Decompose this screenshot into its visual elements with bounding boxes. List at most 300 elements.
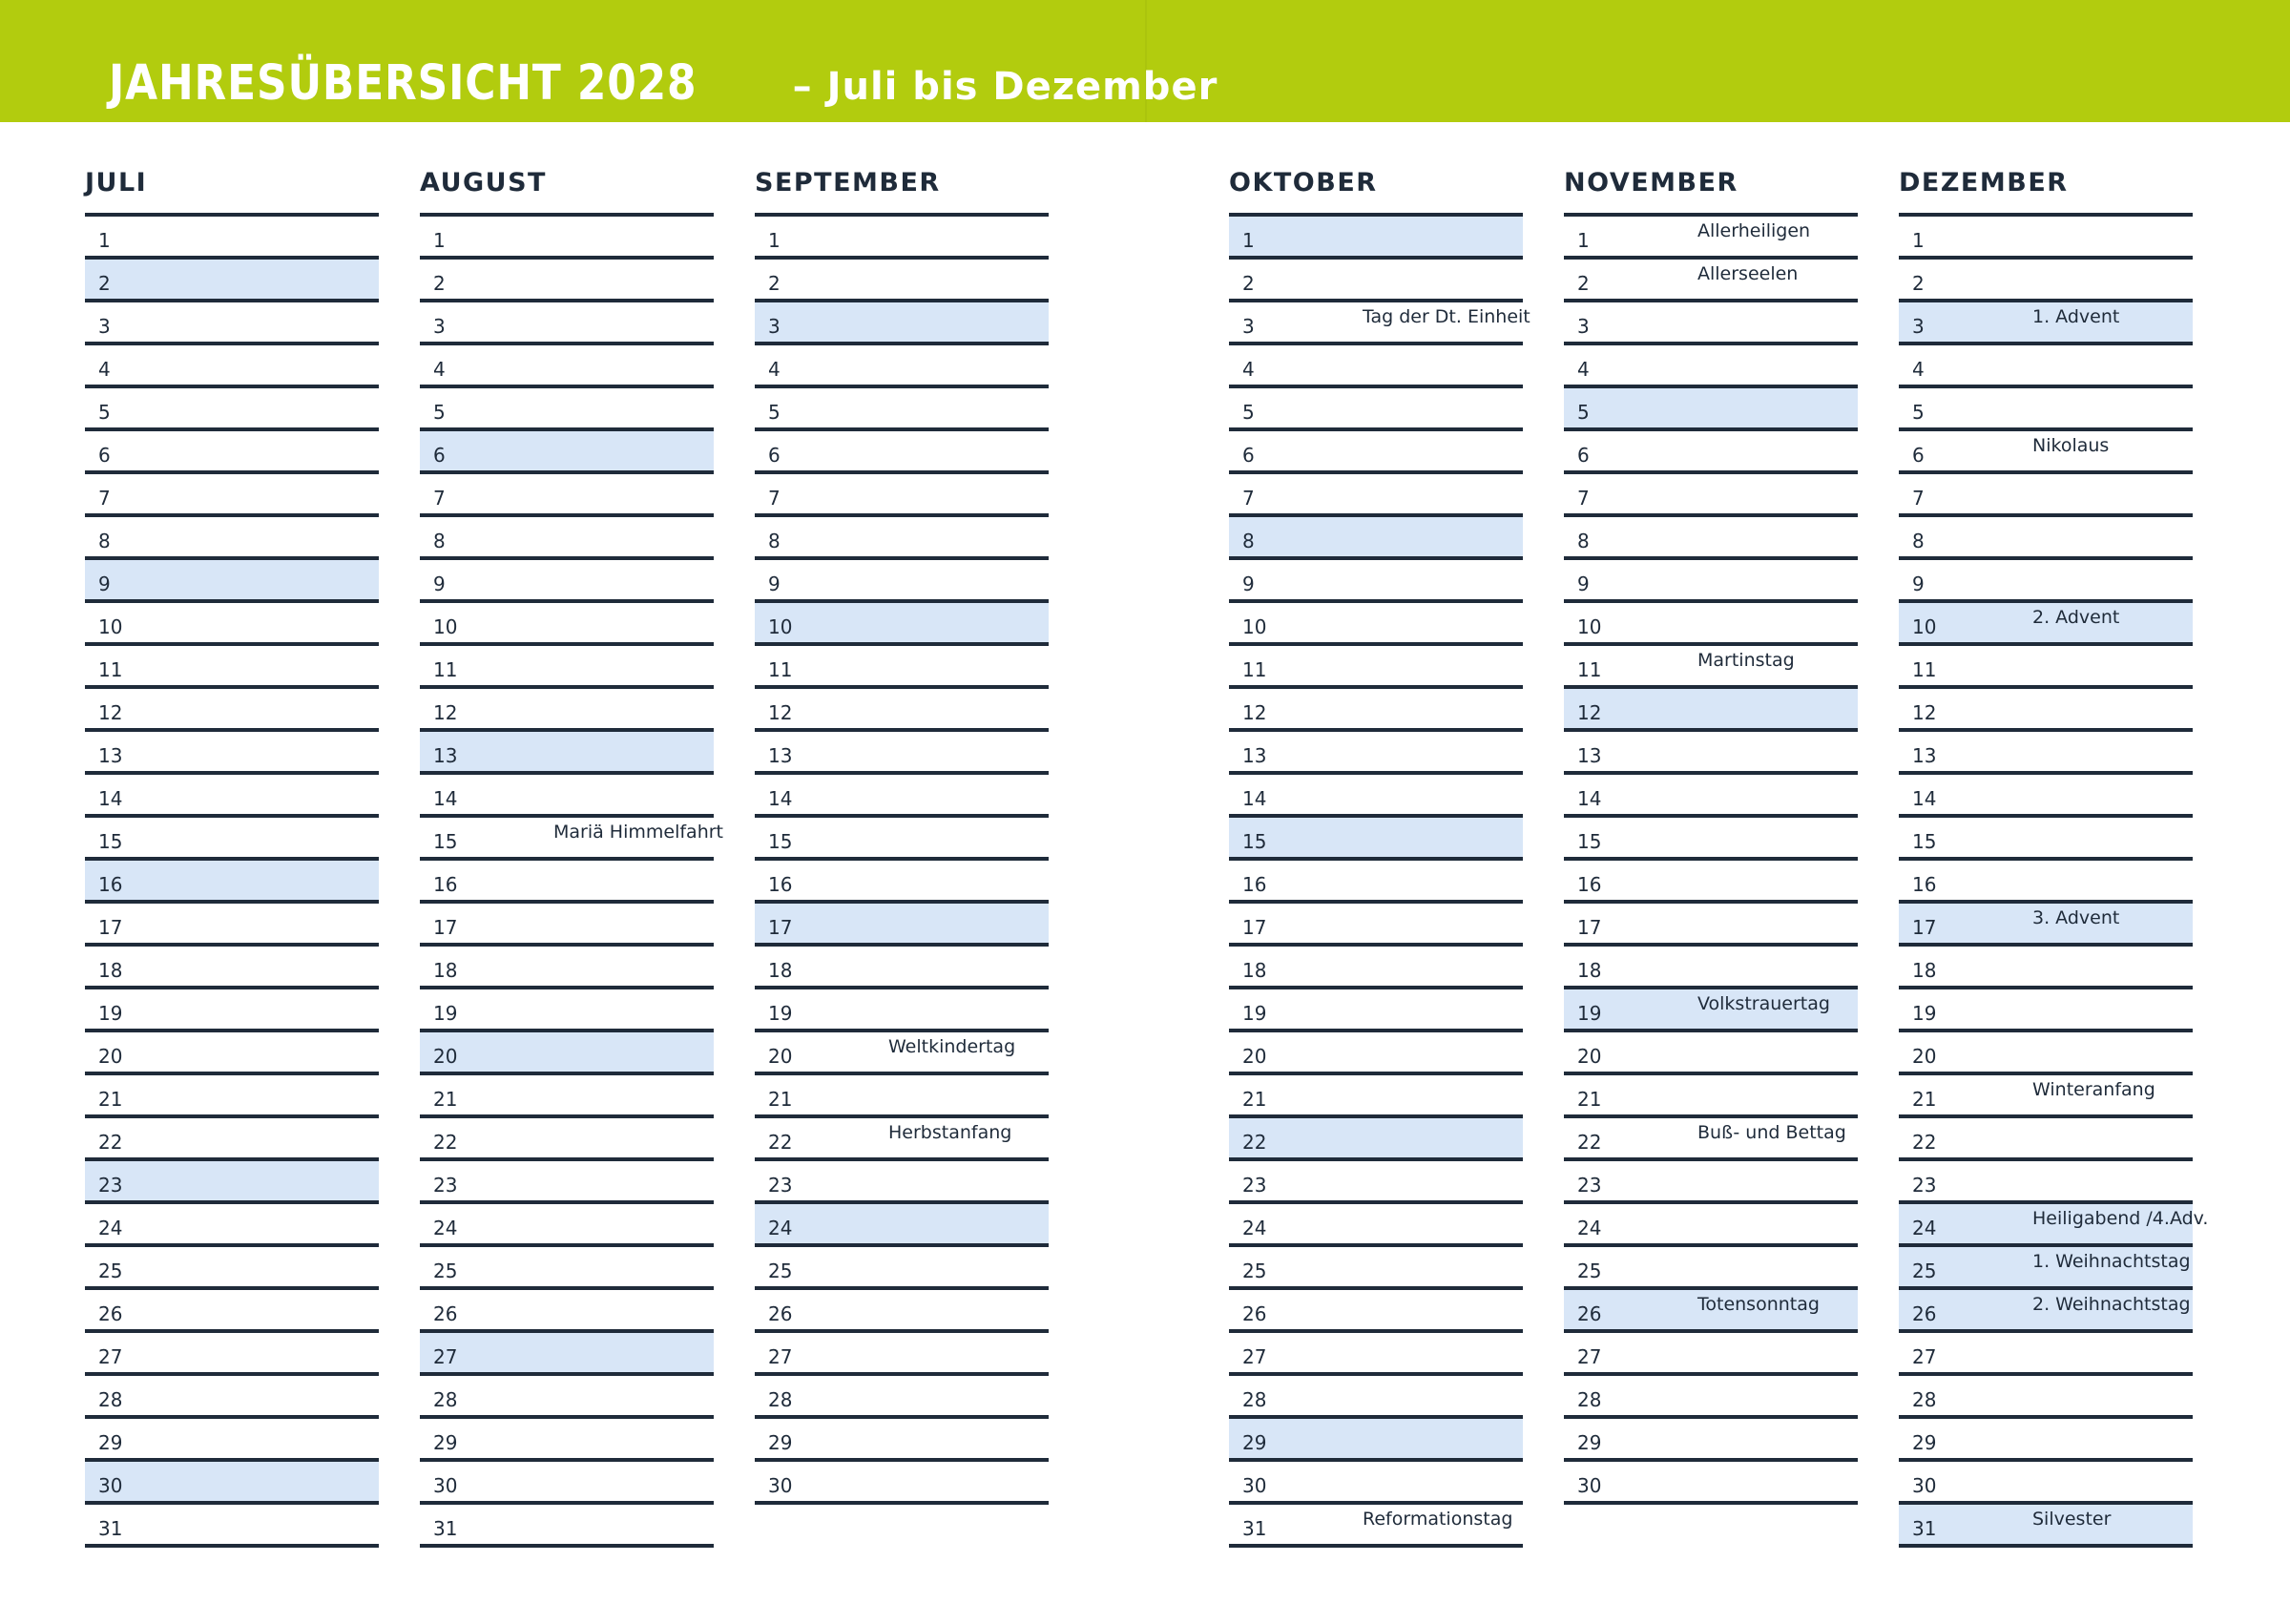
day-row [1899,517,2193,560]
day-row [1564,217,1858,260]
day-number: 24 [768,1217,793,1239]
day-row [85,861,379,904]
day-number: 29 [1242,1431,1267,1454]
day-number: 18 [1577,959,1602,982]
day-number: 10 [98,615,123,638]
day-row [1229,217,1523,260]
day-number: 28 [1577,1388,1602,1411]
day-row [1229,1419,1523,1462]
day-row [1229,560,1523,603]
day-row [755,1075,1049,1118]
day-number: 9 [768,573,781,595]
day-row [85,1032,379,1075]
day-row [1564,1075,1858,1118]
day-number: 24 [433,1217,458,1239]
day-row [85,302,379,345]
day-number: 2 [768,272,781,295]
day-number: 11 [1242,658,1267,681]
day-row [1564,474,1858,517]
day-row [755,1161,1049,1204]
day-number: 16 [1912,873,1937,896]
day-number: 4 [98,358,111,381]
day-number: 14 [1577,787,1602,810]
day-row [755,1118,1049,1161]
day-row [1229,646,1523,689]
day-row [420,1419,714,1462]
day-row [420,1118,714,1161]
day-number: 21 [98,1088,123,1111]
day-number: 13 [768,744,793,767]
page-title [109,55,1218,112]
day-row [1899,1075,2193,1118]
day-number: 18 [1912,959,1937,982]
day-row [1564,732,1858,775]
day-number: 12 [1912,701,1937,724]
day-row [1899,1118,2193,1161]
day-number: 5 [1242,401,1255,424]
day-number: 31 [1242,1517,1267,1540]
day-row [1564,947,1858,989]
day-number: 27 [1242,1345,1267,1368]
day-row [1229,1290,1523,1333]
day-row [755,388,1049,431]
day-number: 27 [768,1345,793,1368]
day-row [1899,560,2193,603]
day-number: 17 [98,916,123,939]
day-number: 13 [1242,744,1267,767]
day-number: 20 [1912,1045,1937,1068]
day-number: 16 [768,873,793,896]
day-row [85,947,379,989]
day-number: 19 [768,1002,793,1025]
day-row [1899,1290,2193,1333]
day-number: 1 [98,229,111,252]
day-row [420,1161,714,1204]
day-row [1229,260,1523,302]
day-number: 8 [768,530,781,552]
day-number: 7 [1912,487,1925,510]
day-row [755,431,1049,474]
day-row [85,1462,379,1505]
day-number: 28 [1242,1388,1267,1411]
day-number: 18 [1242,959,1267,982]
day-row [420,1290,714,1333]
day-number: 17 [433,916,458,939]
day-number: 2 [433,272,446,295]
day-number: 24 [98,1217,123,1239]
day-number: 14 [98,787,123,810]
day-number: 9 [1912,573,1925,595]
day-row [1899,1419,2193,1462]
day-row [1564,861,1858,904]
day-row [85,388,379,431]
day-row [1899,302,2193,345]
day-number: 20 [98,1045,123,1068]
day-number: 20 [1242,1045,1267,1068]
day-row [1564,1333,1858,1376]
day-row [755,1462,1049,1505]
day-row [755,861,1049,904]
day-row [755,603,1049,646]
day-row [1229,861,1523,904]
day-row [420,646,714,689]
day-row [420,302,714,345]
day-row [85,1118,379,1161]
day-row [420,217,714,260]
day-row [755,1376,1049,1419]
day-number: 7 [1577,487,1590,510]
day-row [1564,517,1858,560]
holiday-note: Martinstag [1697,650,1795,671]
day-number: 16 [433,873,458,896]
day-row [755,1290,1049,1333]
day-number: 23 [768,1174,793,1197]
day-number: 17 [1912,916,1937,939]
day-row [1229,689,1523,732]
day-row [420,431,714,474]
day-number: 27 [1577,1345,1602,1368]
day-row [1899,1505,2193,1548]
day-number: 7 [1242,487,1255,510]
day-number: 15 [768,830,793,853]
day-row [1899,1247,2193,1290]
day-row [755,947,1049,989]
day-row [1564,260,1858,302]
day-number: 27 [433,1345,458,1368]
holiday-note: Heiligabend /4.Adv. [2032,1208,2209,1229]
day-row [420,1333,714,1376]
day-number: 3 [1242,315,1255,338]
title-sub: – Juli bis Dezember [792,65,1218,109]
holiday-note: Allerheiligen [1697,220,1811,241]
day-number: 21 [1242,1088,1267,1111]
day-number: 29 [433,1431,458,1454]
day-number: 1 [1242,229,1255,252]
day-number: 9 [433,573,446,595]
day-row [755,1333,1049,1376]
day-row [1899,345,2193,388]
day-number: 24 [1242,1217,1267,1239]
day-row [85,474,379,517]
day-row [420,260,714,302]
day-row [85,560,379,603]
day-row [420,1462,714,1505]
day-number: 14 [433,787,458,810]
day-row [755,775,1049,818]
day-row [1229,1118,1523,1161]
day-row [1564,1247,1858,1290]
day-number: 24 [1912,1217,1937,1239]
day-row [1229,818,1523,861]
day-row [755,1247,1049,1290]
day-row [420,989,714,1032]
day-row [1564,989,1858,1032]
day-row [85,260,379,302]
day-list [420,213,723,1548]
day-row [1899,818,2193,861]
day-number: 6 [433,444,446,467]
day-row [1229,989,1523,1032]
day-row [85,1075,379,1118]
day-number: 9 [1577,573,1590,595]
day-number: 12 [433,701,458,724]
day-number: 12 [98,701,123,724]
day-row [1229,1032,1523,1075]
day-number: 5 [98,401,111,424]
day-number: 12 [768,701,793,724]
day-number: 24 [1577,1217,1602,1239]
day-number: 1 [1577,229,1590,252]
day-row [755,560,1049,603]
day-number: 8 [98,530,111,552]
day-row [420,517,714,560]
day-number: 23 [1242,1174,1267,1197]
day-number: 26 [98,1302,123,1325]
day-number: 2 [1242,272,1255,295]
day-row [1229,1204,1523,1247]
day-row [420,474,714,517]
day-number: 14 [1242,787,1267,810]
month-name: SEPTEMBER [755,168,941,198]
day-number: 15 [98,830,123,853]
day-number: 8 [433,530,446,552]
day-number: 7 [98,487,111,510]
day-row [85,431,379,474]
day-row [1899,603,2193,646]
day-number: 30 [98,1474,123,1497]
day-row [755,302,1049,345]
month-name: NOVEMBER [1564,168,1738,198]
day-number: 6 [1242,444,1255,467]
day-row [755,517,1049,560]
day-row [1229,517,1523,560]
day-number: 6 [1912,444,1925,467]
day-number: 2 [1577,272,1590,295]
day-row [420,1204,714,1247]
day-number: 30 [1242,1474,1267,1497]
day-row [1564,1419,1858,1462]
day-number: 13 [1912,744,1937,767]
day-number: 27 [1912,1345,1937,1368]
day-number: 23 [1577,1174,1602,1197]
day-row [1899,474,2193,517]
day-number: 9 [1242,573,1255,595]
day-row [85,732,379,775]
day-row [1229,345,1523,388]
day-number: 13 [98,744,123,767]
day-number: 17 [1242,916,1267,939]
day-number: 29 [98,1431,123,1454]
day-number: 11 [433,658,458,681]
holiday-note: Mariä Himmelfahrt [553,822,723,843]
month-name: DEZEMBER [1899,168,2069,198]
day-row [420,861,714,904]
day-number: 16 [98,873,123,896]
day-number: 30 [1912,1474,1937,1497]
day-number: 7 [433,487,446,510]
day-row [420,560,714,603]
day-row [85,1204,379,1247]
day-row [1899,1204,2209,1247]
day-number: 19 [98,1002,123,1025]
day-number: 15 [1577,830,1602,853]
day-row [1564,646,1858,689]
day-number: 6 [768,444,781,467]
day-row [1899,1032,2193,1075]
day-row [1899,904,2193,947]
day-list [755,213,1049,1505]
holiday-note: 3. Advent [2032,907,2120,928]
day-number: 4 [768,358,781,381]
day-row [1899,1161,2193,1204]
day-number: 18 [433,959,458,982]
day-number: 4 [433,358,446,381]
day-number: 26 [433,1302,458,1325]
day-row [1899,217,2193,260]
day-number: 21 [433,1088,458,1111]
day-number: 12 [1577,701,1602,724]
header-bar [0,0,2290,122]
day-number: 30 [768,1474,793,1497]
day-row [85,1376,379,1419]
day-number: 23 [433,1174,458,1197]
day-row [755,732,1049,775]
day-row [1564,1161,1858,1204]
day-row [1899,388,2193,431]
day-number: 22 [1242,1131,1267,1154]
month-name: JULI [85,168,148,198]
day-number: 19 [433,1002,458,1025]
day-row [420,818,723,861]
day-number: 5 [433,401,446,424]
day-number: 28 [768,1388,793,1411]
day-row [755,689,1049,732]
day-number: 17 [1577,916,1602,939]
day-number: 26 [1242,1302,1267,1325]
day-number: 3 [98,315,111,338]
day-row [85,1247,379,1290]
day-row [420,388,714,431]
day-row [85,1161,379,1204]
day-number: 22 [433,1131,458,1154]
day-row [1564,1204,1858,1247]
day-number: 8 [1242,530,1255,552]
day-number: 15 [1242,830,1267,853]
day-row [1229,1376,1523,1419]
day-number: 15 [1912,830,1937,853]
day-row [1564,560,1858,603]
day-number: 19 [1912,1002,1937,1025]
holiday-note: Nikolaus [2032,435,2110,456]
day-row [755,1419,1049,1462]
day-row [755,1032,1049,1075]
day-row [1899,989,2193,1032]
day-row [1564,603,1858,646]
day-row [420,904,714,947]
day-number: 20 [1577,1045,1602,1068]
day-number: 17 [768,916,793,939]
day-row [420,1505,714,1548]
day-number: 21 [1912,1088,1937,1111]
day-row [1229,302,1530,345]
day-row [85,1419,379,1462]
day-number: 11 [98,658,123,681]
day-row [85,646,379,689]
day-number: 3 [768,315,781,338]
day-list [1564,213,1858,1505]
day-number: 6 [1577,444,1590,467]
title-main: JAHRESÜBERSICHT 2028 [109,55,697,112]
day-row [755,818,1049,861]
day-number: 19 [1577,1002,1602,1025]
day-number: 31 [98,1517,123,1540]
holiday-note: Allerseelen [1697,263,1799,284]
day-row [755,345,1049,388]
day-row [1229,474,1523,517]
month-name: OKTOBER [1229,168,1378,198]
day-number: 18 [768,959,793,982]
day-row [1564,904,1858,947]
holiday-note: 1. Advent [2032,306,2120,327]
day-row [420,689,714,732]
day-number: 29 [1912,1431,1937,1454]
day-number: 25 [433,1260,458,1282]
day-row [1899,431,2193,474]
day-number: 11 [1912,658,1937,681]
day-number: 25 [98,1260,123,1282]
day-number: 29 [1577,1431,1602,1454]
day-number: 6 [98,444,111,467]
holiday-note: 2. Advent [2032,607,2120,628]
holiday-note: Weltkindertag [888,1036,1016,1057]
day-number: 5 [1912,401,1925,424]
holiday-note: Herbstanfang [888,1122,1012,1143]
day-list [85,213,379,1548]
day-number: 26 [1912,1302,1937,1325]
holiday-note: Reformationstag [1363,1509,1513,1530]
day-row [755,260,1049,302]
day-row [755,217,1049,260]
day-row [1564,388,1858,431]
day-number: 23 [1912,1174,1937,1197]
day-row [1229,1247,1523,1290]
day-row [85,345,379,388]
day-row [1899,260,2193,302]
day-row [420,1247,714,1290]
day-number: 9 [98,573,111,595]
day-row [1564,818,1858,861]
day-number: 11 [768,658,793,681]
holiday-note: Silvester [2032,1509,2112,1530]
day-number: 20 [433,1045,458,1068]
day-number: 1 [768,229,781,252]
day-row [85,1505,379,1548]
day-row [1564,1376,1858,1419]
day-number: 3 [1912,315,1925,338]
day-number: 15 [433,830,458,853]
day-number: 10 [433,615,458,638]
day-row [1899,1376,2193,1419]
day-row [85,818,379,861]
day-row [1229,732,1523,775]
day-number: 19 [1242,1002,1267,1025]
day-number: 18 [98,959,123,982]
day-number: 8 [1912,530,1925,552]
day-number: 12 [1242,701,1267,724]
day-row [85,1333,379,1376]
day-row [755,474,1049,517]
day-number: 16 [1242,873,1267,896]
